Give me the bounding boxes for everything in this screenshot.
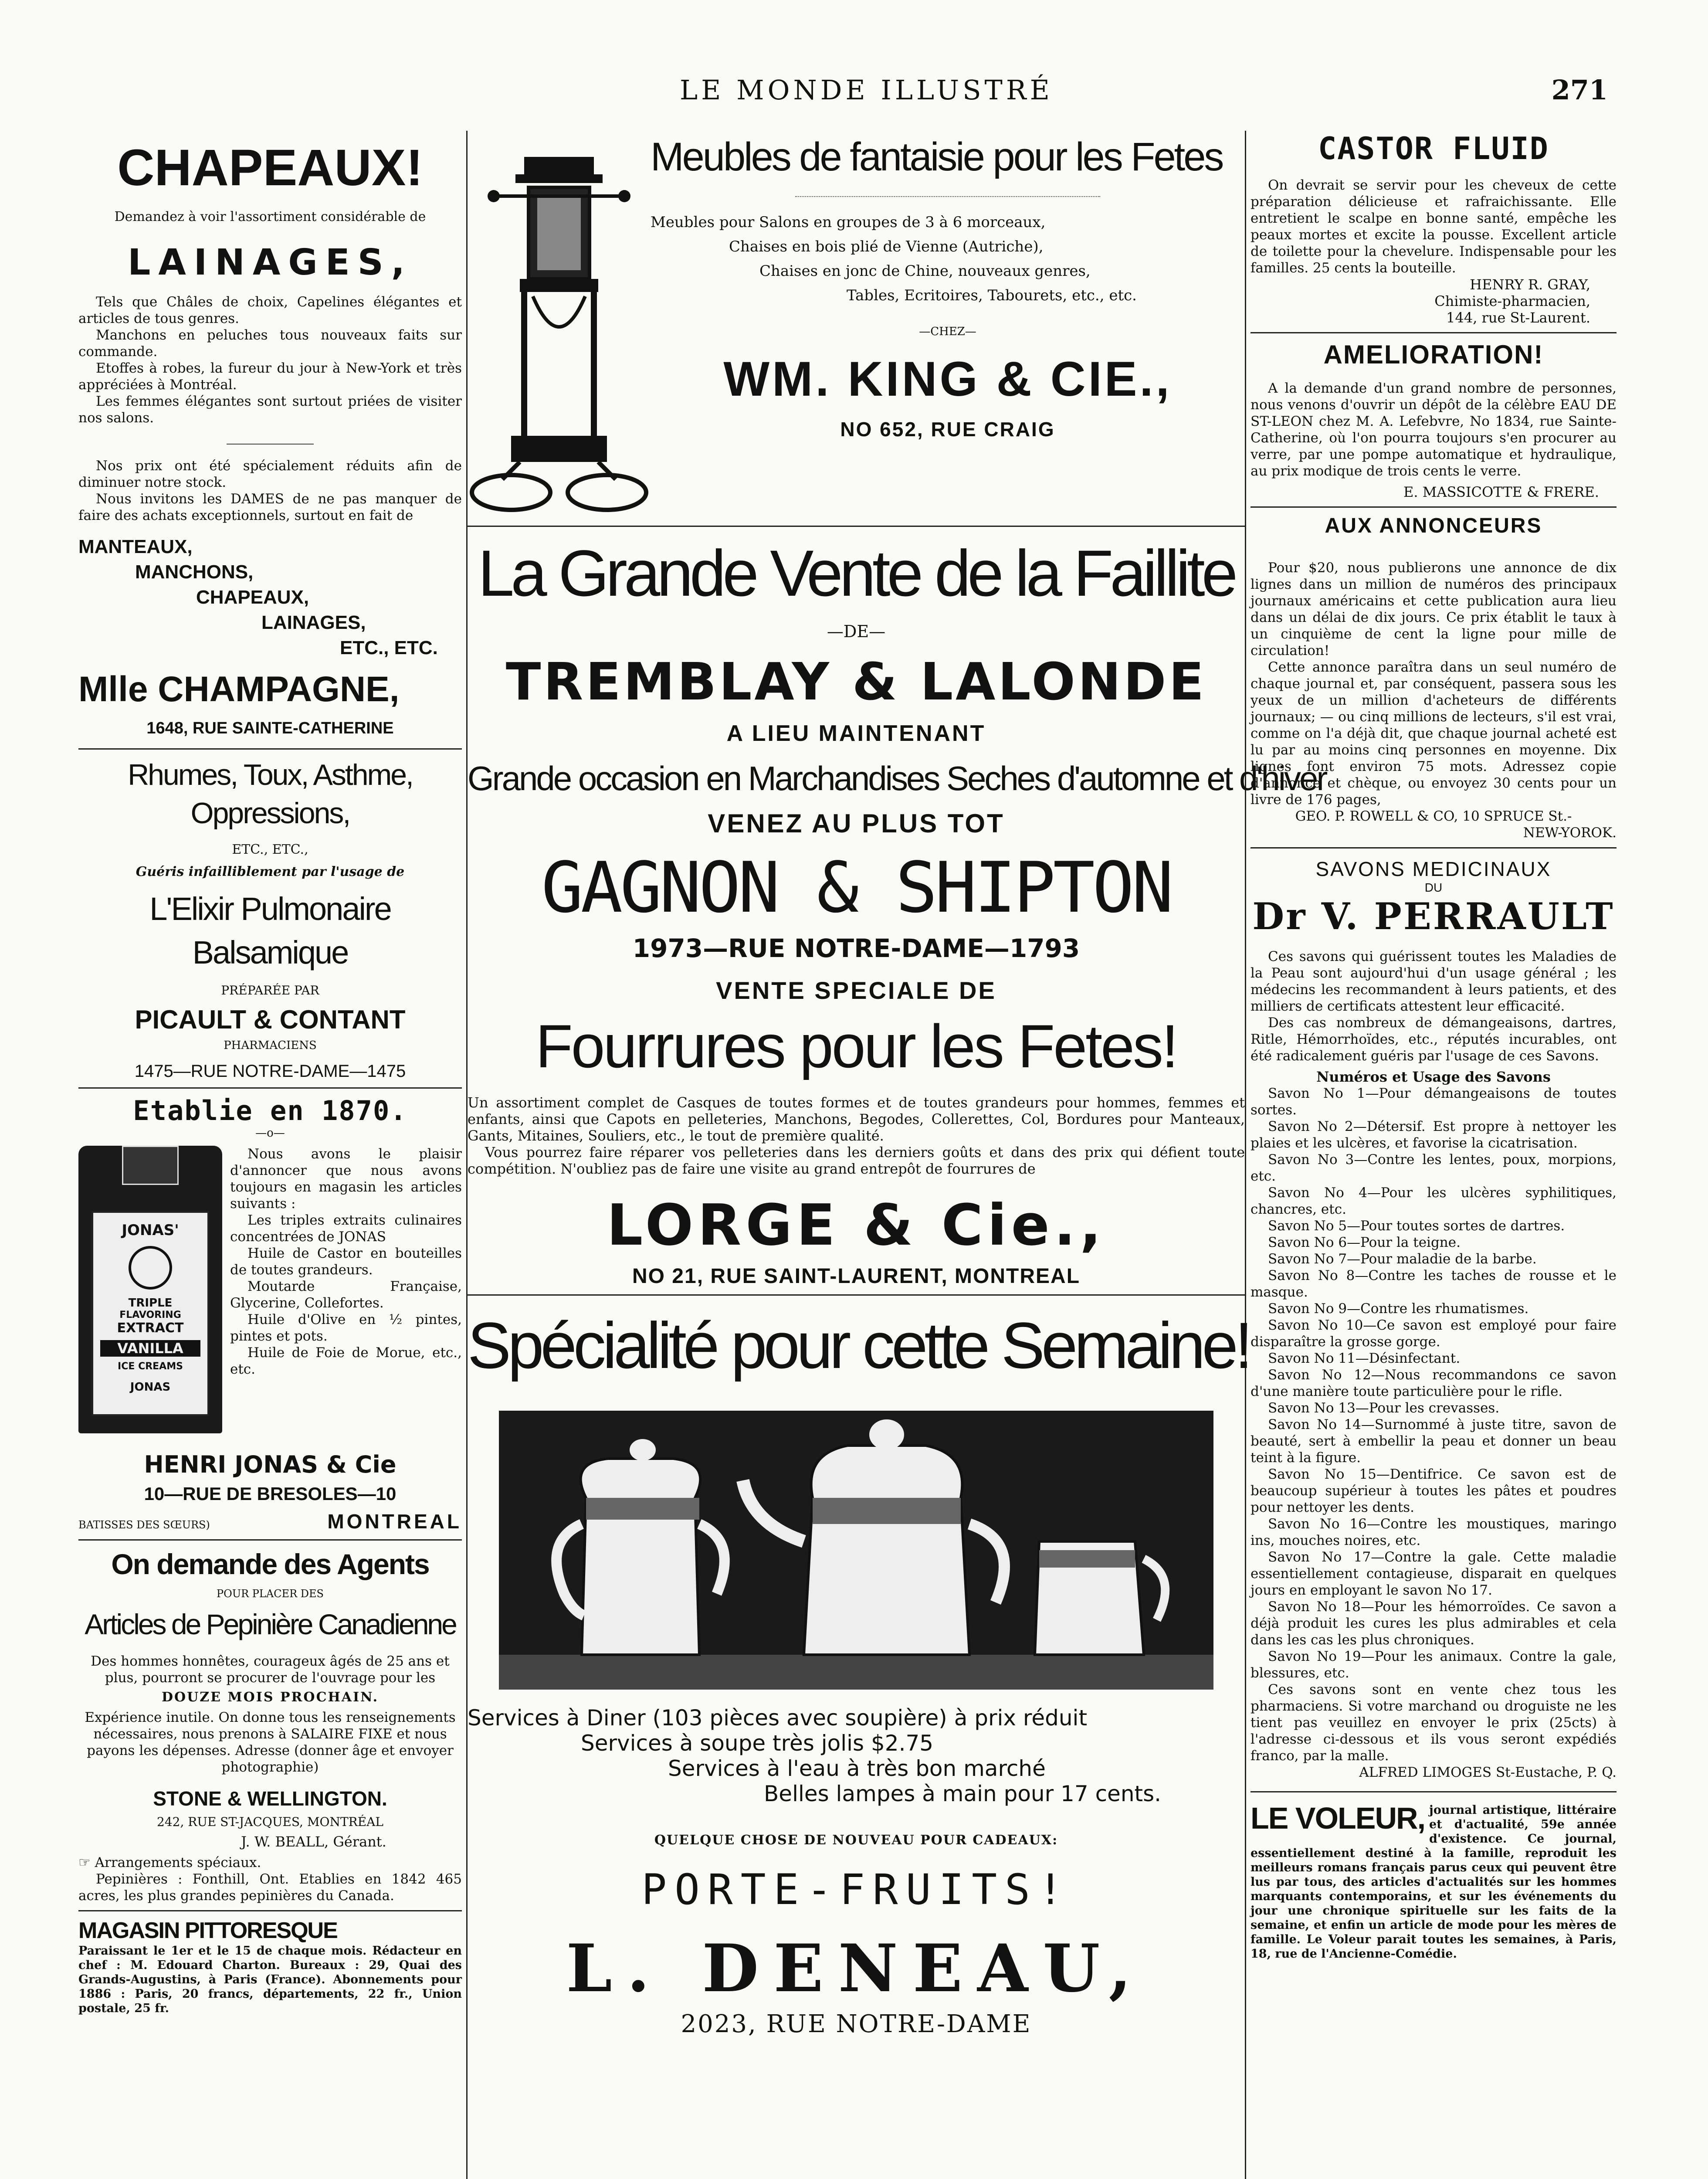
magasin-text: Paraissant le 1er et le 15 de chaque mois. Rédacteur en chef : M. Edouard Charton. Bureaux : 29, Quai des Grands-Augustins, à Paris (France). Abonnements pour 1886 : Paris, 20 francs, départements, 22 fr., Union postale, 25 fr.	[78, 1944, 462, 2015]
quelque-chose: QUELQUE CHOSE DE NOUVEAU POUR CADEAUX:	[654, 1833, 1058, 1848]
dinnerware-image	[499, 1411, 1213, 1690]
list-item: Savon No 19—Pour les animaux. Contre la gale, blessures, etc.	[1250, 1649, 1616, 1681]
list-item: Savon No 4—Pour les ulcères syphilitiques, chancres, etc.	[1250, 1185, 1616, 1217]
douze-mois: DOUZE MOIS PROCHAIN.	[161, 1690, 379, 1705]
jonas-p: Huile de Castor en bouteilles de toutes grandeurs.	[230, 1246, 462, 1278]
aux-annonceurs-p2: Cette annonce paraîtra dans un seul numéro de chaque journal et, par conséquent, passera sous les yeux de un million d'acheteurs de différents journaux; — ou cinq millions de lecteurs, s'il est vrai, comme on l'a déjà dit, que chaque journal acheté est lu par au moins cinq personnes en moyenne. Dix lignes font environ 75 mots. Adressez copie d'annonce et chèque, ou envoyez 30 cents pour un livre de 176 pages,	[1250, 659, 1616, 808]
list-item: Savon No 2—Détersif. Est propre à nettoyer les plaies et les ulcères, et favorise la cicatrisation.	[1250, 1119, 1616, 1151]
savons-p1: Ces savons qui guérissent toutes les Maladies de la Peau sont aujourd'hui d'un usage général ; les médecins les recommandent à leurs patients, et des milliers de certificats attestent leur efficacité.	[1250, 949, 1616, 1014]
etc-text: ETC., ETC.,	[232, 842, 308, 857]
pepinieres: Pepinières : Fonthill, Ont. Etablies en 1842 465 acres, les plus grandes pepinières du Canada.	[78, 1871, 462, 1904]
gueris-text: Guéris infailliblement par l'usage de	[136, 864, 405, 879]
jonas-bottle-image	[78, 1146, 222, 1433]
list-item: Savon No 10—Ce savon est employé pour faire disparaître la grosse gorge.	[1250, 1317, 1616, 1350]
meubles-ad	[468, 131, 1245, 523]
list-item: Savon No 17—Contre la gale. Cette maladie essentiellement contagieuse, disparait en quelques jours en employant le savon No 17.	[1250, 1549, 1616, 1598]
castor-heading: CASTOR FLUID	[1318, 131, 1549, 166]
amelioration-text: A la demande d'un grand nombre de personnes, nous venons d'ouvrir un dépôt de la célèbre EAU DE ST-LEON chez M. A. Lefebvre, No 1834, rue Sainte-Catherine, où l'on pourra toujours s'en procurer au verre, par une pompe automatique et hydraulique, au prix modique de trois cents le verre.	[1250, 380, 1616, 479]
gray-address: 144, rue St-Laurent.	[1446, 309, 1590, 326]
rowell-city: NEW-YOROK.	[1523, 825, 1616, 841]
journal-title: LE MONDE ILLUSTRÉ	[680, 74, 1053, 106]
chapeaux-p1: Tels que Châles de choix, Capelines élégantes et articles de tous genres.	[78, 294, 462, 326]
list-item: MANCHONS,	[135, 561, 254, 583]
divider	[78, 1539, 462, 1541]
de-text: —DE—	[827, 622, 886, 641]
meubles-line: Tables, Ecritoires, Tabourets, etc., etc.	[847, 287, 1137, 304]
jonas-p: Nous avons le plaisir d'annoncer que nous avons toujours en magasin les articles suivants :	[230, 1146, 462, 1212]
porte-fruits-heading: PORTE-FRUITS!	[641, 1865, 1071, 1914]
bottle-seal-icon	[129, 1246, 172, 1290]
divider	[1250, 332, 1616, 333]
perrault-heading: Dr V. PERRAULT	[1252, 895, 1615, 938]
gray-name: HENRY R. GRAY,	[1470, 276, 1590, 293]
deneau-heading: L. DENEAU,	[566, 1930, 1146, 2007]
lieu-text: A LIEU MAINTENANT	[726, 721, 986, 746]
massicotte-signature: E. MASSICOTTE & FRERE.	[1403, 484, 1599, 500]
bottle-text: JONAS	[130, 1381, 171, 1394]
services-line: Services à l'eau à très bon marché	[668, 1756, 1046, 1781]
agents-heading: On demande des Agents	[111, 1548, 429, 1580]
jonas-p: Huile de Foie de Morue, etc., etc.	[230, 1345, 462, 1377]
magasin-heading: MAGASIN PITTORESQUE	[78, 1918, 337, 1943]
jonas-block	[78, 1146, 462, 1433]
list-item: Savon No 5—Pour toutes sortes de dartres.	[1268, 1218, 1565, 1234]
services-line: Services à Diner (103 pièces avec soupière) à prix réduit	[468, 1705, 1088, 1731]
henri-city-row	[78, 1510, 462, 1533]
hall-stand-icon	[468, 131, 651, 523]
right-column	[1250, 131, 1616, 2179]
stone-heading: STONE & WELLINGTON.	[153, 1787, 387, 1810]
king-heading: WM. KING & CIE.,	[723, 352, 1172, 406]
rhumes-heading: Rhumes, Toux, Asthme, Oppressions,	[128, 758, 413, 830]
product-list	[78, 534, 462, 661]
voleur-ad	[1250, 1803, 1616, 1961]
speciale-heading: VENTE SPECIALE DE	[716, 977, 996, 1004]
list-item: Savon No 1—Pour démangeaisons de toutes sortes.	[1250, 1086, 1616, 1118]
services-line: Services à soupe très jolis $2.75	[581, 1731, 934, 1756]
fourrures-p1: Un assortiment complet de Casques de toutes formes et de toutes grandeurs pour hommes, femmes et enfants, ainsi que Capots en pelleteries, Manchons, Begodes, Collerettes, Col, Bordures pour Manteaux, Gants, Mitaines, Souliers, etc., le tout de première qualité.	[468, 1094, 1245, 1144]
henri-address: 10—RUE DE BRESOLES—10	[144, 1483, 396, 1504]
king-address: NO 652, RUE CRAIG	[840, 418, 1055, 441]
voleur-text: journal artistique, littéraire et d'actualité, 59e année d'existence. Ce journal, essentiellement destiné à la famille, reproduit les meilleurs romans français parus ceux qui peuvent être lus par tous, des articles d'actualités sur les hommes marquants contemporains, et sur les événements du jour une chronique spirituelle sur les faits de la semaine, et enfin un article de mode pour les mères de famille. Le Voleur parait toutes les semaines, à Paris, 18, rue de l'Ancienne-Comédie.	[1250, 1803, 1616, 1961]
divider	[78, 748, 462, 750]
aux-annonceurs-heading: AUX ANNONCEURS	[1325, 514, 1542, 537]
occasion-heading: Grande occasion en Marchandises Seches d'automne et d'hiver	[468, 759, 1326, 798]
agents-p1: Des hommes honnêtes, courageux âgés de 25 ans et plus, pourront se procurer de l'ouvrage pour les	[91, 1653, 450, 1686]
list-item: Savon No 14—Surnommé à juste titre, savon de beauté, sert à embellir la peau et donner un beau teint à la figure.	[1250, 1417, 1616, 1466]
henri-city: MONTREAL	[327, 1510, 462, 1533]
lainages-heading: LAINAGES,	[128, 242, 413, 283]
bottle-brand: JONAS'	[122, 1222, 179, 1239]
divider	[78, 1087, 462, 1089]
teapot-set-icon	[499, 1411, 1213, 1690]
list-item: ETC., ETC.	[340, 637, 438, 658]
picault-heading: PICAULT & CONTANT	[135, 1005, 406, 1034]
list-item: Savon No 9—Contre les rhumatismes.	[1268, 1301, 1529, 1317]
savons-heading: SAVONS MEDICINAUX	[1315, 858, 1552, 880]
voleur-heading: LE VOLEUR,	[1250, 1801, 1425, 1835]
savons-p2: Des cas nombreux de démangeaisons, dartres, Ritle, Hémorrhoïdes, etc., réputés incurables, ont été radicalement guéris par l'usage de ces Savons.	[1250, 1015, 1616, 1064]
divider	[468, 1294, 1245, 1296]
henri-jonas-heading: HENRI JONAS & Cie	[144, 1451, 396, 1478]
center-column	[466, 131, 1326, 2179]
amelioration-heading: AMELIORATION!	[1323, 340, 1544, 369]
arrangements: ☞ Arrangements spéciaux.	[78, 1855, 261, 1870]
prepare-text: PRÉPARÉE PAR	[221, 983, 319, 998]
meubles-text-block	[651, 131, 1245, 523]
divider	[78, 1910, 462, 1911]
lorge-address: NO 21, RUE SAINT-LAURENT, MONTREAL	[632, 1265, 1081, 1288]
list-item: Savon No 7—Pour maladie de la barbe.	[1268, 1251, 1537, 1267]
vente-heading: La Grande Vente de la Faillite	[478, 536, 1235, 610]
deneau-address: 2023, RUE NOTRE-DAME	[681, 2010, 1032, 2038]
gray-signature	[1250, 276, 1616, 326]
list-item: Savon No 15—Dentifrice. Ce savon est de beaucoup supérieur à toutes les pâtes et poudres pour nettoyer les dents.	[1250, 1466, 1616, 1515]
divider	[1250, 506, 1616, 508]
limoges-signature: ALFRED LIMOGES St-Eustache, P. Q.	[1359, 1765, 1616, 1780]
jonas-p: Les triples extraits culinaires concentrées de JONAS	[230, 1212, 462, 1245]
mlle-champagne: Mlle CHAMPAGNE,	[78, 669, 400, 709]
elixir-heading: L'Elixir Pulmonaire Balsamique	[149, 891, 391, 971]
meubles-heading: Meubles de fantaisie pour les Fetes	[651, 135, 1223, 179]
meubles-line: Meubles pour Salons en groupes de 3 à 6 morceaux,	[651, 214, 1046, 231]
etablie-heading: Etablie en 1870.	[133, 1095, 407, 1127]
fourrures-p2: Vous pourrez faire réparer vos pelleteries dans les derniers goûts et dans des prix qui défient toute compétition. N'oubliez pas de faire une visite au grand entrepôt de fourrures de	[468, 1144, 1245, 1177]
gray-title: Chimiste-pharmacien,	[1434, 293, 1590, 309]
divider	[227, 444, 314, 445]
gagnon-heading: GAGNON & SHIPTON	[541, 847, 1171, 928]
chapeaux-heading: CHAPEAUX!	[117, 139, 423, 197]
savons-list	[1250, 1085, 1616, 1681]
bottle-label	[92, 1211, 209, 1416]
list-item: Savon No 12—Nous recommandons ce savon d'une manière toute particulière pour le rifle.	[1250, 1367, 1616, 1399]
list-item: Savon No 8—Contre les taches de rousse et le masque.	[1250, 1268, 1616, 1300]
page-header	[0, 74, 1708, 109]
services-block	[468, 1705, 1245, 1806]
chez-text: —CHEZ—	[919, 325, 976, 338]
chapeaux-p5: Nos prix ont été spécialement réduits afin de diminuer notre stock.	[78, 458, 462, 490]
venez-heading: VENEZ AU PLUS TOT	[708, 809, 1005, 838]
tremblay-heading: TREMBLAY & LALONDE	[505, 652, 1207, 712]
meubles-line: Chaises en jonc de Chine, nouveaux genres,	[759, 262, 1091, 280]
divider	[1250, 847, 1616, 849]
list-item: Savon No 3—Contre les lentes, poux, morpions, etc.	[1250, 1152, 1616, 1184]
services-line: Belles lampes à main pour 17 cents.	[764, 1781, 1162, 1806]
chapeaux-p4: Les femmes élégantes sont surtout priées de visiter nos salons.	[78, 394, 462, 426]
du-text: DU	[1424, 881, 1443, 894]
list-item: Savon No 16—Contre les moustiques, maringo ins, mouches noires, etc.	[1250, 1516, 1616, 1548]
castor-text: On devrait se servir pour les cheveux de cette préparation délicieuse et rafraichissante. Elle entretient le scalpe en bonne santé, empêche les peaux mortes et excite la pousse. Excellent article de toilette pour la chevelure. Indispensable pour les familles. 25 cents la bouteille.	[1250, 177, 1616, 276]
picault-address: 1475—RUE NOTRE-DAME—1475	[134, 1062, 406, 1081]
pharmaciens-text: PHARMACIENS	[224, 1039, 317, 1052]
meubles-line: Chaises en bois plié de Vienne (Autriche),	[729, 238, 1044, 255]
list-item: Savon No 13—Pour les crevasses.	[1268, 1400, 1500, 1416]
o-ornament: —o—	[255, 1127, 285, 1140]
chapeaux-p2: Manchons en peluches tous nouveaux faits sur commande.	[78, 327, 462, 360]
savons-p3: Ces savons sont en vente chez tous les pharmaciens. Si votre marchand ou droguiste ne les tient pas veuillez en envoyer le prix (25cts) à l'adresse ci-dessous et ils vous seront expédiés franco, par la malle.	[1250, 1682, 1616, 1764]
page-number: 271	[1551, 74, 1608, 106]
aux-annonceurs-p1: Pour $20, nous publierons une annonce de dix lignes dans un million de numéros des principaux journaux américains et cette publication aura lieu dans un délai de dix jours. Ce prix établit le taux à un cinquième de cent la ligne pour mille de circulation!	[1250, 560, 1616, 658]
furniture-illustration	[468, 131, 651, 523]
list-item: Savon No 18—Pour les hémorroïdes. Ce savon a déjà produit les cures les plus admirables et cela dans les cas les plus chroniques.	[1250, 1599, 1616, 1648]
bottle-text: FLAVORING	[119, 1310, 181, 1320]
jonas-text	[222, 1146, 462, 1433]
chapeaux-p6: Nous invitons les DAMES de ne pas manquer de faire des achats exceptionnels, surtout en fait de	[78, 491, 462, 523]
articles-heading: Articles de Pepinière Canadienne	[85, 1608, 456, 1640]
left-column	[78, 131, 462, 2179]
chapeaux-p3: Etoffes à robes, la fureur du jour à New-York et très appréciées à Montréal.	[78, 360, 462, 393]
meubles-lines	[651, 210, 1245, 308]
henri-batisses: BATISSES DES SŒURS)	[78, 1519, 210, 1531]
numeros-heading: Numéros et Usage des Savons	[1316, 1069, 1551, 1085]
fourrures-heading: Fourrures pour les Fetes!	[535, 1012, 1177, 1080]
divider	[1250, 1791, 1616, 1792]
bottle-text: ICE CREAMS	[118, 1361, 183, 1372]
jonas-p: Moutarde Française, Glycerine, Collefortes.	[230, 1279, 462, 1311]
bottle-text: EXTRACT	[117, 1320, 184, 1336]
divider	[468, 526, 1245, 527]
list-item: Savon No 6—Pour la teigne.	[1268, 1235, 1461, 1250]
pour-placer: POUR PLACER DES	[217, 1588, 324, 1600]
champagne-address: 1648, RUE SAINTE-CATHERINE	[146, 719, 394, 737]
demandez-text: Demandez à voir l'assortiment considérable de	[114, 209, 426, 224]
specialite-heading: Spécialité pour cette Semaine!	[468, 1309, 1250, 1382]
bottle-cap	[122, 1146, 179, 1185]
jonas-p: Huile d'Olive en ½ pintes, pintes et pots.	[230, 1312, 462, 1344]
list-item: CHAPEAUX,	[196, 587, 309, 608]
list-item: Savon No 11—Désinfectant.	[1268, 1351, 1461, 1366]
divider	[795, 196, 1100, 197]
rowell-signature: GEO. P. ROWELL & CO, 10 SPRUCE St.-	[1295, 808, 1572, 824]
bottle-text: TRIPLE	[128, 1297, 173, 1310]
stone-manager: J. W. BEALL, Gérant.	[241, 1833, 386, 1850]
list-item: MANTEAUX,	[78, 536, 193, 557]
agents-p2: Expérience inutile. On donne tous les renseignements nécessaires, nous prenons à SALAIRE FIXE et nous payons les dépenses. Adresse (donner âge et envoyer photographie)	[85, 1710, 456, 1775]
list-item: LAINAGES,	[261, 612, 366, 633]
gagnon-address: 1973—RUE NOTRE-DAME—1793	[632, 933, 1080, 963]
lorge-heading: LORGE & Cie.,	[607, 1192, 1106, 1258]
stone-address: 242, RUE ST-JACQUES, MONTRÉAL	[157, 1815, 383, 1829]
bottle-text: VANILLA	[100, 1340, 200, 1357]
